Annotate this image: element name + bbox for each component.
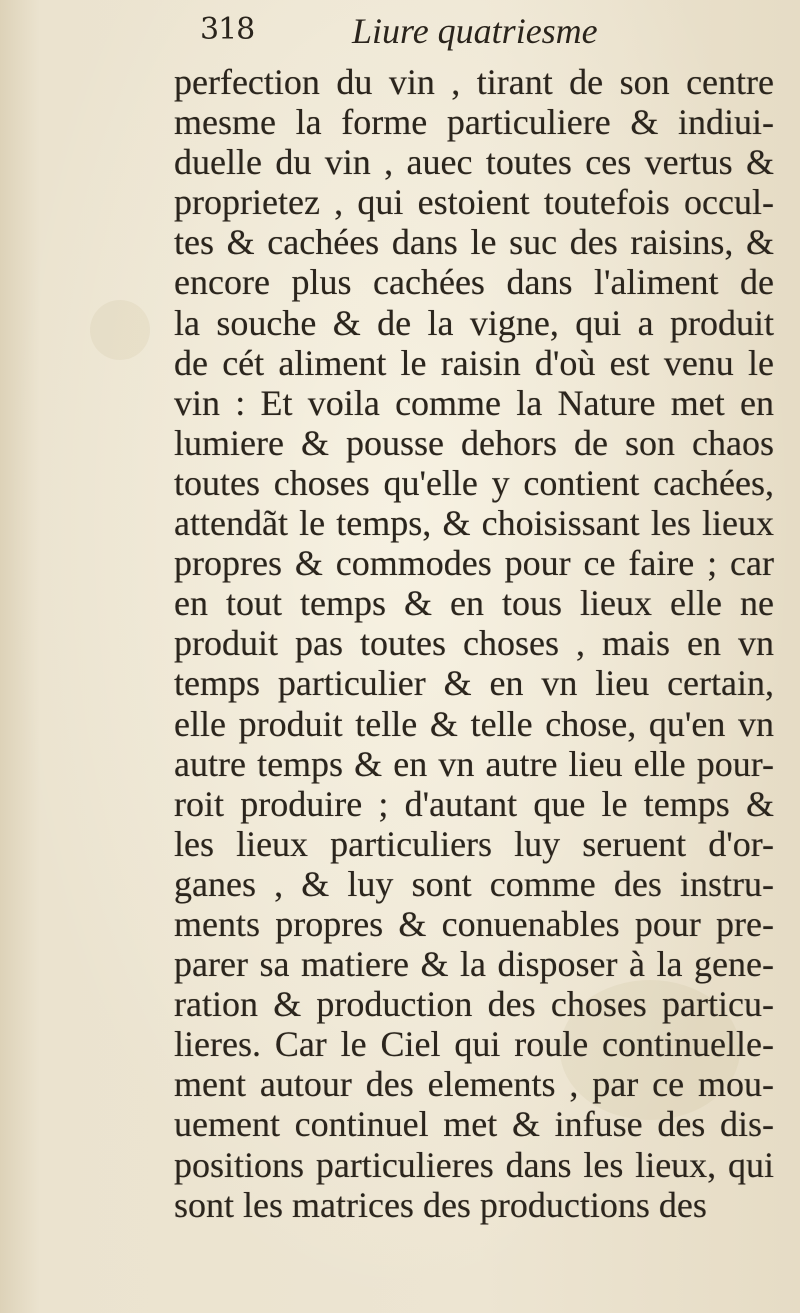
text-line: roit produire ; d'autant que le temps & xyxy=(174,783,774,824)
text-line: perfection du vin , tirant de son centre xyxy=(174,62,774,102)
text-line: produit pas toutes choses , mais en vn xyxy=(174,623,774,664)
text-line: temps particulier & en vn lieu certain, xyxy=(174,663,774,704)
page-number: 318 xyxy=(200,12,255,47)
text-line: ganes , & luy sont comme des instru- xyxy=(174,863,774,904)
running-head xyxy=(0,8,800,64)
text-line: ments propres & conuenables pour pre- xyxy=(174,903,774,944)
text-line: lumiere & pousse dehors de son chaos xyxy=(174,422,774,463)
text-line: encore plus cachées dans l'aliment de xyxy=(174,262,774,303)
text-line: ration & production des choses particu- xyxy=(174,984,774,1025)
text-line: attendãt le temps, & choisissant les lieux xyxy=(174,503,774,544)
text-line: ment autour des elements , par ce mou- xyxy=(174,1064,774,1105)
paper-stain xyxy=(90,300,150,360)
text-line: vin : Et voila comme la Nature met en xyxy=(174,382,774,423)
text-line: toutes choses qu'elle y contient cachées, xyxy=(174,462,774,503)
text-line: positions particulieres dans les lieux, qui xyxy=(174,1144,774,1185)
text-line: uement continuel met & infuse des dis- xyxy=(174,1104,774,1145)
text-line: elle produit telle & telle chose, qu'en vn xyxy=(174,703,774,744)
text-line: parer sa matiere & la disposer à la gene- xyxy=(174,944,774,985)
body-text xyxy=(174,62,774,1225)
text-line: les lieux particuliers luy seruent d'or- xyxy=(174,823,774,864)
text-line: mesme la forme particuliere & indiui- xyxy=(174,102,774,143)
text-line: sont les matrices des productions des xyxy=(174,1184,707,1225)
text-line: en tout temps & en tous lieux elle ne xyxy=(174,583,774,624)
text-line: autre temps & en vn autre lieu elle pour- xyxy=(174,743,774,784)
running-title: Liure quatriesme xyxy=(352,11,598,51)
text-line: la souche & de la vigne, qui a produit xyxy=(174,302,774,343)
text-line: lieres. Car le Ciel qui roule continuelle- xyxy=(174,1024,774,1065)
text-line: duelle du vin , auec toutes ces vertus & xyxy=(174,142,774,183)
text-line: tes & cachées dans le suc des raisins, & xyxy=(174,222,774,263)
text-line: de cét aliment le raisin d'où est venu le xyxy=(174,342,774,383)
text-line: proprietez , qui estoient toutefois occul- xyxy=(174,182,774,223)
text-line: propres & commodes pour ce faire ; car xyxy=(174,543,774,584)
